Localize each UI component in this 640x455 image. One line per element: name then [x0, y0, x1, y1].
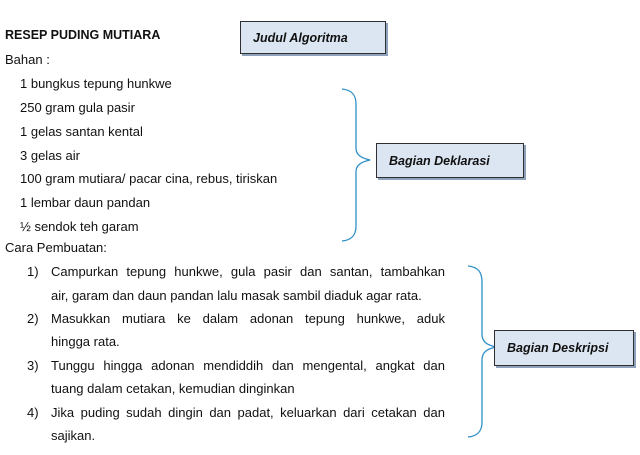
bahan-heading: Bahan : — [5, 52, 50, 67]
step-text-line: Campurkan tepung hunkwe, gula pasir dan santan, tambahkan — [51, 264, 445, 279]
step-text-line: sajikan. — [51, 428, 96, 443]
step-text-line: air, garam dan daun pandan lalu masak sambil diaduk agar rata. — [51, 288, 422, 303]
bagian-deklarasi-text: Bagian Deklarasi — [389, 153, 490, 168]
bagian-deklarasi-label — [376, 143, 524, 178]
step-text-line: Jika puding sudah dingin dan padat, keluarkan dari cetakan dan — [51, 405, 445, 420]
ingredient-item: 1 lembar daun pandan — [20, 195, 151, 210]
step-number: 3) — [27, 358, 39, 373]
ingredient-item: ½ sendok teh garam — [20, 219, 139, 234]
step-text-line: tuang dalam cetakan, kemudian dinginkan — [51, 381, 295, 396]
step-number: 1) — [27, 264, 39, 279]
judul-algoritma-text: Judul Algoritma — [253, 30, 348, 45]
step-number: 2) — [27, 311, 39, 326]
ingredient-item: 3 gelas air — [20, 148, 80, 163]
bagian-deskripsi-text: Bagian Deskripsi — [507, 341, 609, 355]
step-text-line: hingga rata. — [51, 334, 120, 349]
cara-heading: Cara Pembuatan: — [5, 240, 107, 255]
ingredient-item: 250 gram gula pasir — [20, 100, 135, 115]
deskripsi-brace — [468, 266, 496, 437]
step-text-line: Masukkan mutiara ke dalam adonan tepung hunkwe, aduk — [51, 311, 445, 326]
step-text-line: Tunggu hingga adonan mendiddih dan mengental, angkat dan — [51, 358, 445, 373]
judul-algoritma-label — [240, 21, 386, 54]
deklarasi-brace — [342, 89, 370, 241]
recipe-title: RESEP PUDING MUTIARA — [5, 28, 161, 42]
ingredient-item: 1 gelas santan kental — [20, 124, 143, 139]
step-number: 4) — [27, 405, 39, 420]
ingredient-item: 1 bungkus tepung hunkwe — [20, 76, 172, 91]
bagian-deskripsi-label — [494, 330, 634, 366]
ingredient-item: 100 gram mutiara/ pacar cina, rebus, tiriskan — [20, 171, 278, 186]
